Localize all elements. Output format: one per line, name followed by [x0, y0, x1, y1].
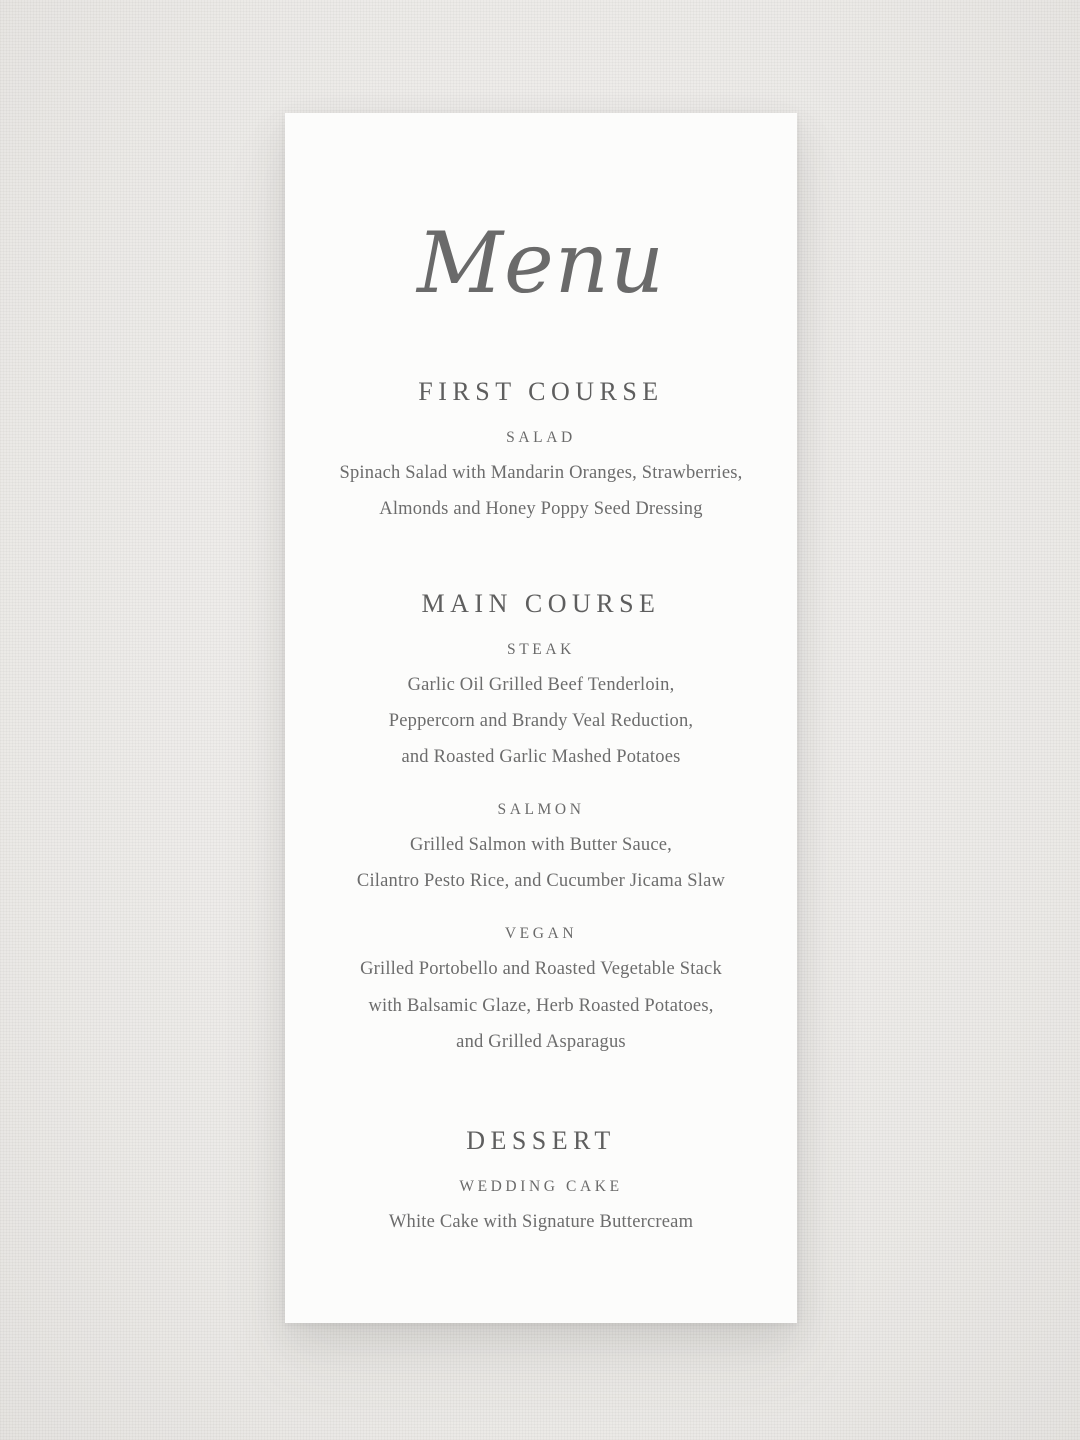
course-description: [327, 951, 755, 1059]
course-item: [327, 1178, 755, 1240]
section-heading: MAIN COURSE: [421, 589, 661, 619]
course-name: SALMON: [497, 801, 585, 819]
course-description-line: White Cake with Signature Buttercream: [388, 1211, 694, 1232]
section-heading: FIRST COURSE: [418, 377, 664, 406]
course-description-line: Spinach Salad with Mandarin Oranges, Strawberries,: [339, 463, 743, 483]
course-description-line: with Balsamic Glaze, Herb Roasted Potatoes,: [368, 995, 714, 1016]
course-description-line: Grilled Portobello and Roasted Vegetable Stack: [360, 959, 722, 980]
section-main-course: [327, 527, 755, 1060]
course-name: SALAD: [506, 429, 576, 446]
course-description-line: and Roasted Garlic Mashed Potatoes: [401, 747, 681, 768]
page-title: Menu: [417, 214, 665, 312]
course-item: [327, 801, 755, 899]
course-item: [327, 429, 755, 527]
course-name: WEDDING CAKE: [459, 1177, 623, 1195]
course-name: VEGAN: [504, 925, 578, 943]
course-item: [327, 641, 755, 775]
course-description-line: Cilantro Pesto Rice, and Cucumber Jicama Slaw: [356, 871, 726, 892]
course-name: STEAK: [507, 641, 575, 659]
menu-card: [285, 113, 797, 1323]
section-heading: DESSERT: [466, 1125, 616, 1155]
course-description-line: and Grilled Asparagus: [456, 1031, 626, 1052]
course-description: [327, 667, 755, 775]
section-dessert: [327, 1060, 755, 1240]
course-description-line: Almonds and Honey Poppy Seed Dressing: [379, 499, 703, 520]
course-description-line: Garlic Oil Grilled Beef Tenderloin,: [407, 675, 675, 696]
course-description: [327, 455, 755, 527]
course-description-line: Grilled Salmon with Butter Sauce,: [410, 835, 672, 856]
section-first-course: [327, 305, 755, 527]
course-description-line: Peppercorn and Brandy Veal Reduction,: [388, 711, 694, 732]
course-description: [327, 827, 755, 899]
course-description: [327, 1204, 755, 1240]
course-item: [327, 925, 755, 1059]
